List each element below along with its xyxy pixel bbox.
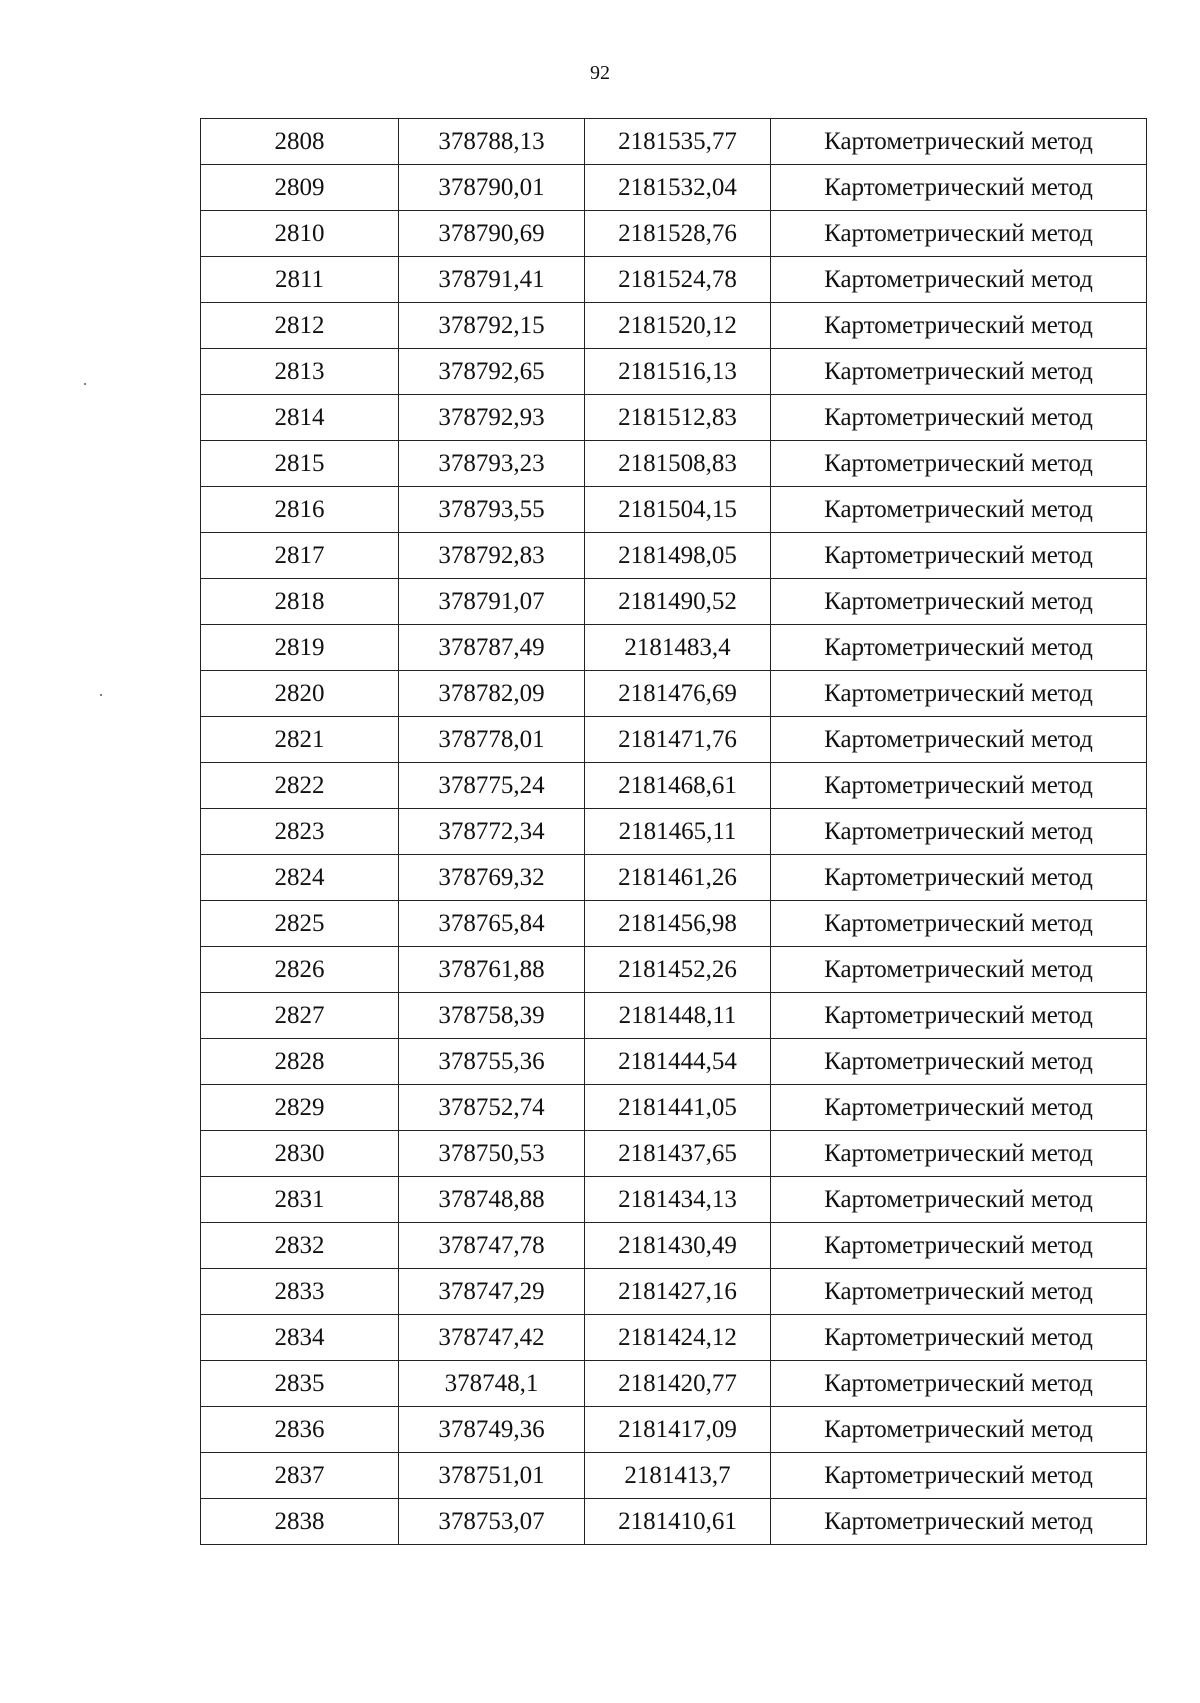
table-row xyxy=(201,717,1147,763)
table-row xyxy=(201,763,1147,809)
x-coordinate-cell: 378791,41 xyxy=(399,257,585,303)
x-coordinate-cell: 378761,88 xyxy=(399,947,585,993)
page-number: 92 xyxy=(590,62,610,84)
table-row xyxy=(201,625,1147,671)
method-cell: Картометрический метод xyxy=(771,1223,1147,1269)
x-coordinate-cell: 378747,29 xyxy=(399,1269,585,1315)
method-cell: Картометрический метод xyxy=(771,487,1147,533)
point-number-cell: 2834 xyxy=(201,1315,399,1361)
method-cell: Картометрический метод xyxy=(771,901,1147,947)
y-coordinate-cell: 2181504,15 xyxy=(585,487,771,533)
x-coordinate-cell: 378790,69 xyxy=(399,211,585,257)
y-coordinate-cell: 2181461,26 xyxy=(585,855,771,901)
table-row xyxy=(201,855,1147,901)
x-coordinate-cell: 378758,39 xyxy=(399,993,585,1039)
point-number-cell: 2824 xyxy=(201,855,399,901)
point-number-cell: 2816 xyxy=(201,487,399,533)
y-coordinate-cell: 2181444,54 xyxy=(585,1039,771,1085)
y-coordinate-cell: 2181535,77 xyxy=(585,119,771,165)
y-coordinate-cell: 2181512,83 xyxy=(585,395,771,441)
method-cell: Картометрический метод xyxy=(771,1499,1147,1545)
y-coordinate-cell: 2181465,11 xyxy=(585,809,771,855)
point-number-cell: 2836 xyxy=(201,1407,399,1453)
y-coordinate-cell: 2181483,4 xyxy=(585,625,771,671)
method-cell: Картометрический метод xyxy=(771,1085,1147,1131)
method-cell: Картометрический метод xyxy=(771,855,1147,901)
x-coordinate-cell: 378782,09 xyxy=(399,671,585,717)
x-coordinate-cell: 378778,01 xyxy=(399,717,585,763)
y-coordinate-cell: 2181516,13 xyxy=(585,349,771,395)
x-coordinate-cell: 378751,01 xyxy=(399,1453,585,1499)
y-coordinate-cell: 2181498,05 xyxy=(585,533,771,579)
scan-speck xyxy=(84,383,86,385)
method-cell: Картометрический метод xyxy=(771,1407,1147,1453)
y-coordinate-cell: 2181430,49 xyxy=(585,1223,771,1269)
table-row xyxy=(201,1177,1147,1223)
table-row xyxy=(201,1407,1147,1453)
table-row xyxy=(201,1315,1147,1361)
table-row xyxy=(201,1453,1147,1499)
y-coordinate-cell: 2181524,78 xyxy=(585,257,771,303)
method-cell: Картометрический метод xyxy=(771,1361,1147,1407)
method-cell: Картометрический метод xyxy=(771,993,1147,1039)
point-number-cell: 2814 xyxy=(201,395,399,441)
y-coordinate-cell: 2181410,61 xyxy=(585,1499,771,1545)
point-number-cell: 2835 xyxy=(201,1361,399,1407)
point-number-cell: 2830 xyxy=(201,1131,399,1177)
x-coordinate-cell: 378747,78 xyxy=(399,1223,585,1269)
table-row xyxy=(201,349,1147,395)
point-number-cell: 2822 xyxy=(201,763,399,809)
method-cell: Картометрический метод xyxy=(771,441,1147,487)
x-coordinate-cell: 378792,83 xyxy=(399,533,585,579)
y-coordinate-cell: 2181456,98 xyxy=(585,901,771,947)
y-coordinate-cell: 2181471,76 xyxy=(585,717,771,763)
x-coordinate-cell: 378750,53 xyxy=(399,1131,585,1177)
x-coordinate-cell: 378793,55 xyxy=(399,487,585,533)
method-cell: Картометрический метод xyxy=(771,1269,1147,1315)
table-row xyxy=(201,671,1147,717)
method-cell: Картометрический метод xyxy=(771,395,1147,441)
coordinates-table-body xyxy=(201,119,1147,1545)
x-coordinate-cell: 378790,01 xyxy=(399,165,585,211)
point-number-cell: 2838 xyxy=(201,1499,399,1545)
method-cell: Картометрический метод xyxy=(771,671,1147,717)
table-row xyxy=(201,303,1147,349)
method-cell: Картометрический метод xyxy=(771,579,1147,625)
table-row xyxy=(201,1269,1147,1315)
x-coordinate-cell: 378788,13 xyxy=(399,119,585,165)
table-row xyxy=(201,533,1147,579)
point-number-cell: 2833 xyxy=(201,1269,399,1315)
table-row xyxy=(201,487,1147,533)
method-cell: Картометрический метод xyxy=(771,763,1147,809)
y-coordinate-cell: 2181508,83 xyxy=(585,441,771,487)
table-row xyxy=(201,165,1147,211)
method-cell: Картометрический метод xyxy=(771,717,1147,763)
point-number-cell: 2829 xyxy=(201,1085,399,1131)
y-coordinate-cell: 2181520,12 xyxy=(585,303,771,349)
point-number-cell: 2817 xyxy=(201,533,399,579)
table-row xyxy=(201,1361,1147,1407)
y-coordinate-cell: 2181476,69 xyxy=(585,671,771,717)
x-coordinate-cell: 378792,93 xyxy=(399,395,585,441)
method-cell: Картометрический метод xyxy=(771,303,1147,349)
method-cell: Картометрический метод xyxy=(771,1453,1147,1499)
y-coordinate-cell: 2181468,61 xyxy=(585,763,771,809)
scan-speck xyxy=(100,694,102,696)
x-coordinate-cell: 378747,42 xyxy=(399,1315,585,1361)
y-coordinate-cell: 2181448,11 xyxy=(585,993,771,1039)
table-row xyxy=(201,947,1147,993)
method-cell: Картометрический метод xyxy=(771,947,1147,993)
x-coordinate-cell: 378791,07 xyxy=(399,579,585,625)
x-coordinate-cell: 378765,84 xyxy=(399,901,585,947)
table-row xyxy=(201,1131,1147,1177)
point-number-cell: 2827 xyxy=(201,993,399,1039)
method-cell: Картометрический метод xyxy=(771,119,1147,165)
point-number-cell: 2818 xyxy=(201,579,399,625)
point-number-cell: 2837 xyxy=(201,1453,399,1499)
point-number-cell: 2808 xyxy=(201,119,399,165)
x-coordinate-cell: 378748,88 xyxy=(399,1177,585,1223)
method-cell: Картометрический метод xyxy=(771,165,1147,211)
method-cell: Картометрический метод xyxy=(771,257,1147,303)
y-coordinate-cell: 2181528,76 xyxy=(585,211,771,257)
method-cell: Картометрический метод xyxy=(771,349,1147,395)
point-number-cell: 2828 xyxy=(201,1039,399,1085)
point-number-cell: 2819 xyxy=(201,625,399,671)
y-coordinate-cell: 2181437,65 xyxy=(585,1131,771,1177)
y-coordinate-cell: 2181427,16 xyxy=(585,1269,771,1315)
y-coordinate-cell: 2181452,26 xyxy=(585,947,771,993)
table-row xyxy=(201,441,1147,487)
table-row xyxy=(201,1223,1147,1269)
y-coordinate-cell: 2181532,04 xyxy=(585,165,771,211)
x-coordinate-cell: 378769,32 xyxy=(399,855,585,901)
x-coordinate-cell: 378787,49 xyxy=(399,625,585,671)
point-number-cell: 2809 xyxy=(201,165,399,211)
x-coordinate-cell: 378749,36 xyxy=(399,1407,585,1453)
y-coordinate-cell: 2181490,52 xyxy=(585,579,771,625)
method-cell: Картометрический метод xyxy=(771,1039,1147,1085)
point-number-cell: 2821 xyxy=(201,717,399,763)
y-coordinate-cell: 2181434,13 xyxy=(585,1177,771,1223)
x-coordinate-cell: 378755,36 xyxy=(399,1039,585,1085)
point-number-cell: 2832 xyxy=(201,1223,399,1269)
y-coordinate-cell: 2181420,77 xyxy=(585,1361,771,1407)
x-coordinate-cell: 378775,24 xyxy=(399,763,585,809)
x-coordinate-cell: 378792,15 xyxy=(399,303,585,349)
y-coordinate-cell: 2181417,09 xyxy=(585,1407,771,1453)
table-row xyxy=(201,1085,1147,1131)
point-number-cell: 2812 xyxy=(201,303,399,349)
y-coordinate-cell: 2181413,7 xyxy=(585,1453,771,1499)
method-cell: Картометрический метод xyxy=(771,211,1147,257)
table-row xyxy=(201,211,1147,257)
point-number-cell: 2811 xyxy=(201,257,399,303)
table-row xyxy=(201,1039,1147,1085)
method-cell: Картометрический метод xyxy=(771,533,1147,579)
point-number-cell: 2815 xyxy=(201,441,399,487)
method-cell: Картометрический метод xyxy=(771,1315,1147,1361)
method-cell: Картометрический метод xyxy=(771,1131,1147,1177)
point-number-cell: 2813 xyxy=(201,349,399,395)
point-number-cell: 2810 xyxy=(201,211,399,257)
point-number-cell: 2820 xyxy=(201,671,399,717)
table-row xyxy=(201,119,1147,165)
method-cell: Картометрический метод xyxy=(771,625,1147,671)
y-coordinate-cell: 2181424,12 xyxy=(585,1315,771,1361)
x-coordinate-cell: 378793,23 xyxy=(399,441,585,487)
table-row xyxy=(201,257,1147,303)
point-number-cell: 2831 xyxy=(201,1177,399,1223)
table-row xyxy=(201,901,1147,947)
coordinates-table xyxy=(200,118,1147,1545)
method-cell: Картометрический метод xyxy=(771,1177,1147,1223)
table-row xyxy=(201,809,1147,855)
point-number-cell: 2825 xyxy=(201,901,399,947)
table-row xyxy=(201,579,1147,625)
table-row xyxy=(201,993,1147,1039)
table-row xyxy=(201,1499,1147,1545)
x-coordinate-cell: 378748,1 xyxy=(399,1361,585,1407)
x-coordinate-cell: 378752,74 xyxy=(399,1085,585,1131)
point-number-cell: 2826 xyxy=(201,947,399,993)
x-coordinate-cell: 378772,34 xyxy=(399,809,585,855)
table-row xyxy=(201,395,1147,441)
y-coordinate-cell: 2181441,05 xyxy=(585,1085,771,1131)
point-number-cell: 2823 xyxy=(201,809,399,855)
x-coordinate-cell: 378792,65 xyxy=(399,349,585,395)
method-cell: Картометрический метод xyxy=(771,809,1147,855)
x-coordinate-cell: 378753,07 xyxy=(399,1499,585,1545)
